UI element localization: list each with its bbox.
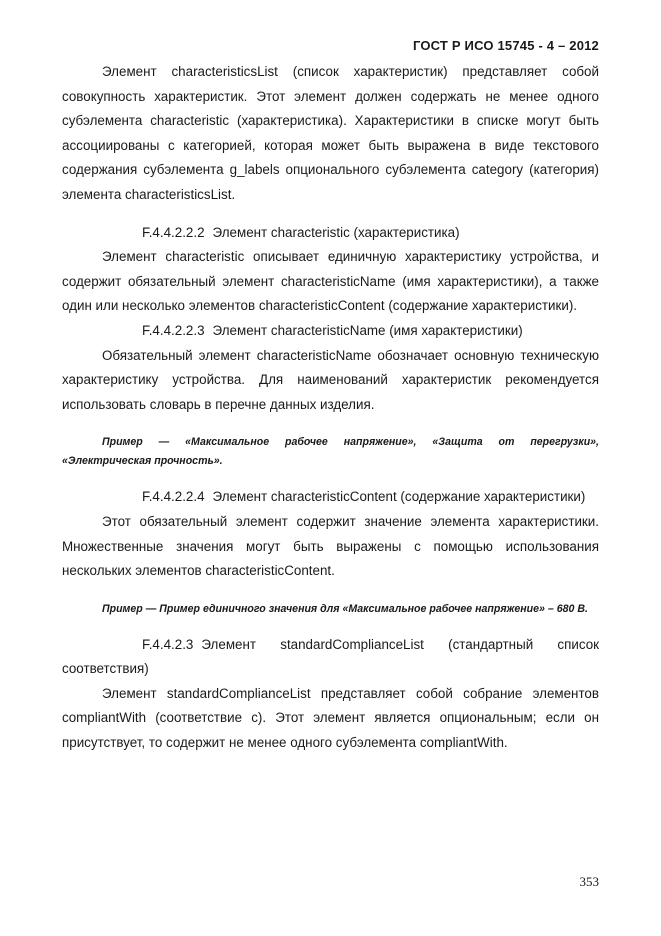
- section-heading-characteristic-name: [62, 319, 599, 344]
- document-body: [62, 60, 599, 756]
- section-title: Элемент standardComplianceList (стандартный список соответствия): [62, 636, 599, 677]
- section-title: Элемент characteristicContent (содержание характеристики): [212, 489, 586, 505]
- paragraph-characteristic: Элемент characteristic описывает единичную характеристику устройства, и содержит обязательный элемент characteristicName (имя характеристики), а также один или несколько элементов characteristicContent (содержание характеристики).: [62, 249, 599, 314]
- section-number: F.4.4.2.2.2: [142, 224, 205, 240]
- section-heading-characteristic: [62, 221, 599, 246]
- example-note-value: Пример — Пример единичного значения для «Максимальное рабочее напряжение» – 680 В.: [102, 602, 588, 615]
- paragraph-characteristic-content: Этот обязательный элемент содержит значение элемента характеристики. Множественные значения могут быть выражены с помощью использования нескольких элементов characteristicContent.: [62, 513, 599, 579]
- section-number: F.4.4.2.2.4: [142, 489, 205, 505]
- standard-header: ГОСТ Р ИСО 15745 - 4 – 2012: [412, 38, 599, 53]
- section-number: F.4.4.2.3: [142, 636, 194, 652]
- section-title: Элемент characteristic (характеристика): [212, 224, 460, 240]
- paragraph-characteristics-list: Элемент characteristicsList (список характеристик) представляет собой совокупность характеристик. Этот элемент должен содержать не менее одного субэлемента characteristic (характеристика). Характеристики в списке могут быть ассоциированы с категорией, которая может быть выражена в виде текстового содержания субэлемента g_labels опционального субэлемента category (категория) элемента characteristicsList.: [62, 64, 599, 202]
- paragraph-standard-compliance: Элемент standardComplianceList представляет собой собрание элементов compliantWith (соответствие с). Этот элемент является опциональным; если он присутствует, то содержит не менее одного субэлемента compliantWith.: [62, 685, 599, 751]
- section-number: F.4.4.2.2.3: [142, 322, 205, 338]
- section-title: Элемент characteristicName (имя характеристики): [212, 322, 523, 338]
- paragraph-characteristic-name: Обязательный элемент characteristicName обозначает основную техническую характеристику устройства. Для наименований характеристик рекомендуется использовать словарь в перечне данных изделия.: [62, 347, 599, 412]
- example-note-names: Пример — «Максимальное рабочее напряжение», «Защита от перегрузки», «Электрическая прочность».: [62, 436, 599, 468]
- section-heading-characteristic-content: [62, 485, 599, 510]
- page-number: 353: [579, 874, 599, 889]
- section-heading-standard-compliance: [62, 633, 599, 682]
